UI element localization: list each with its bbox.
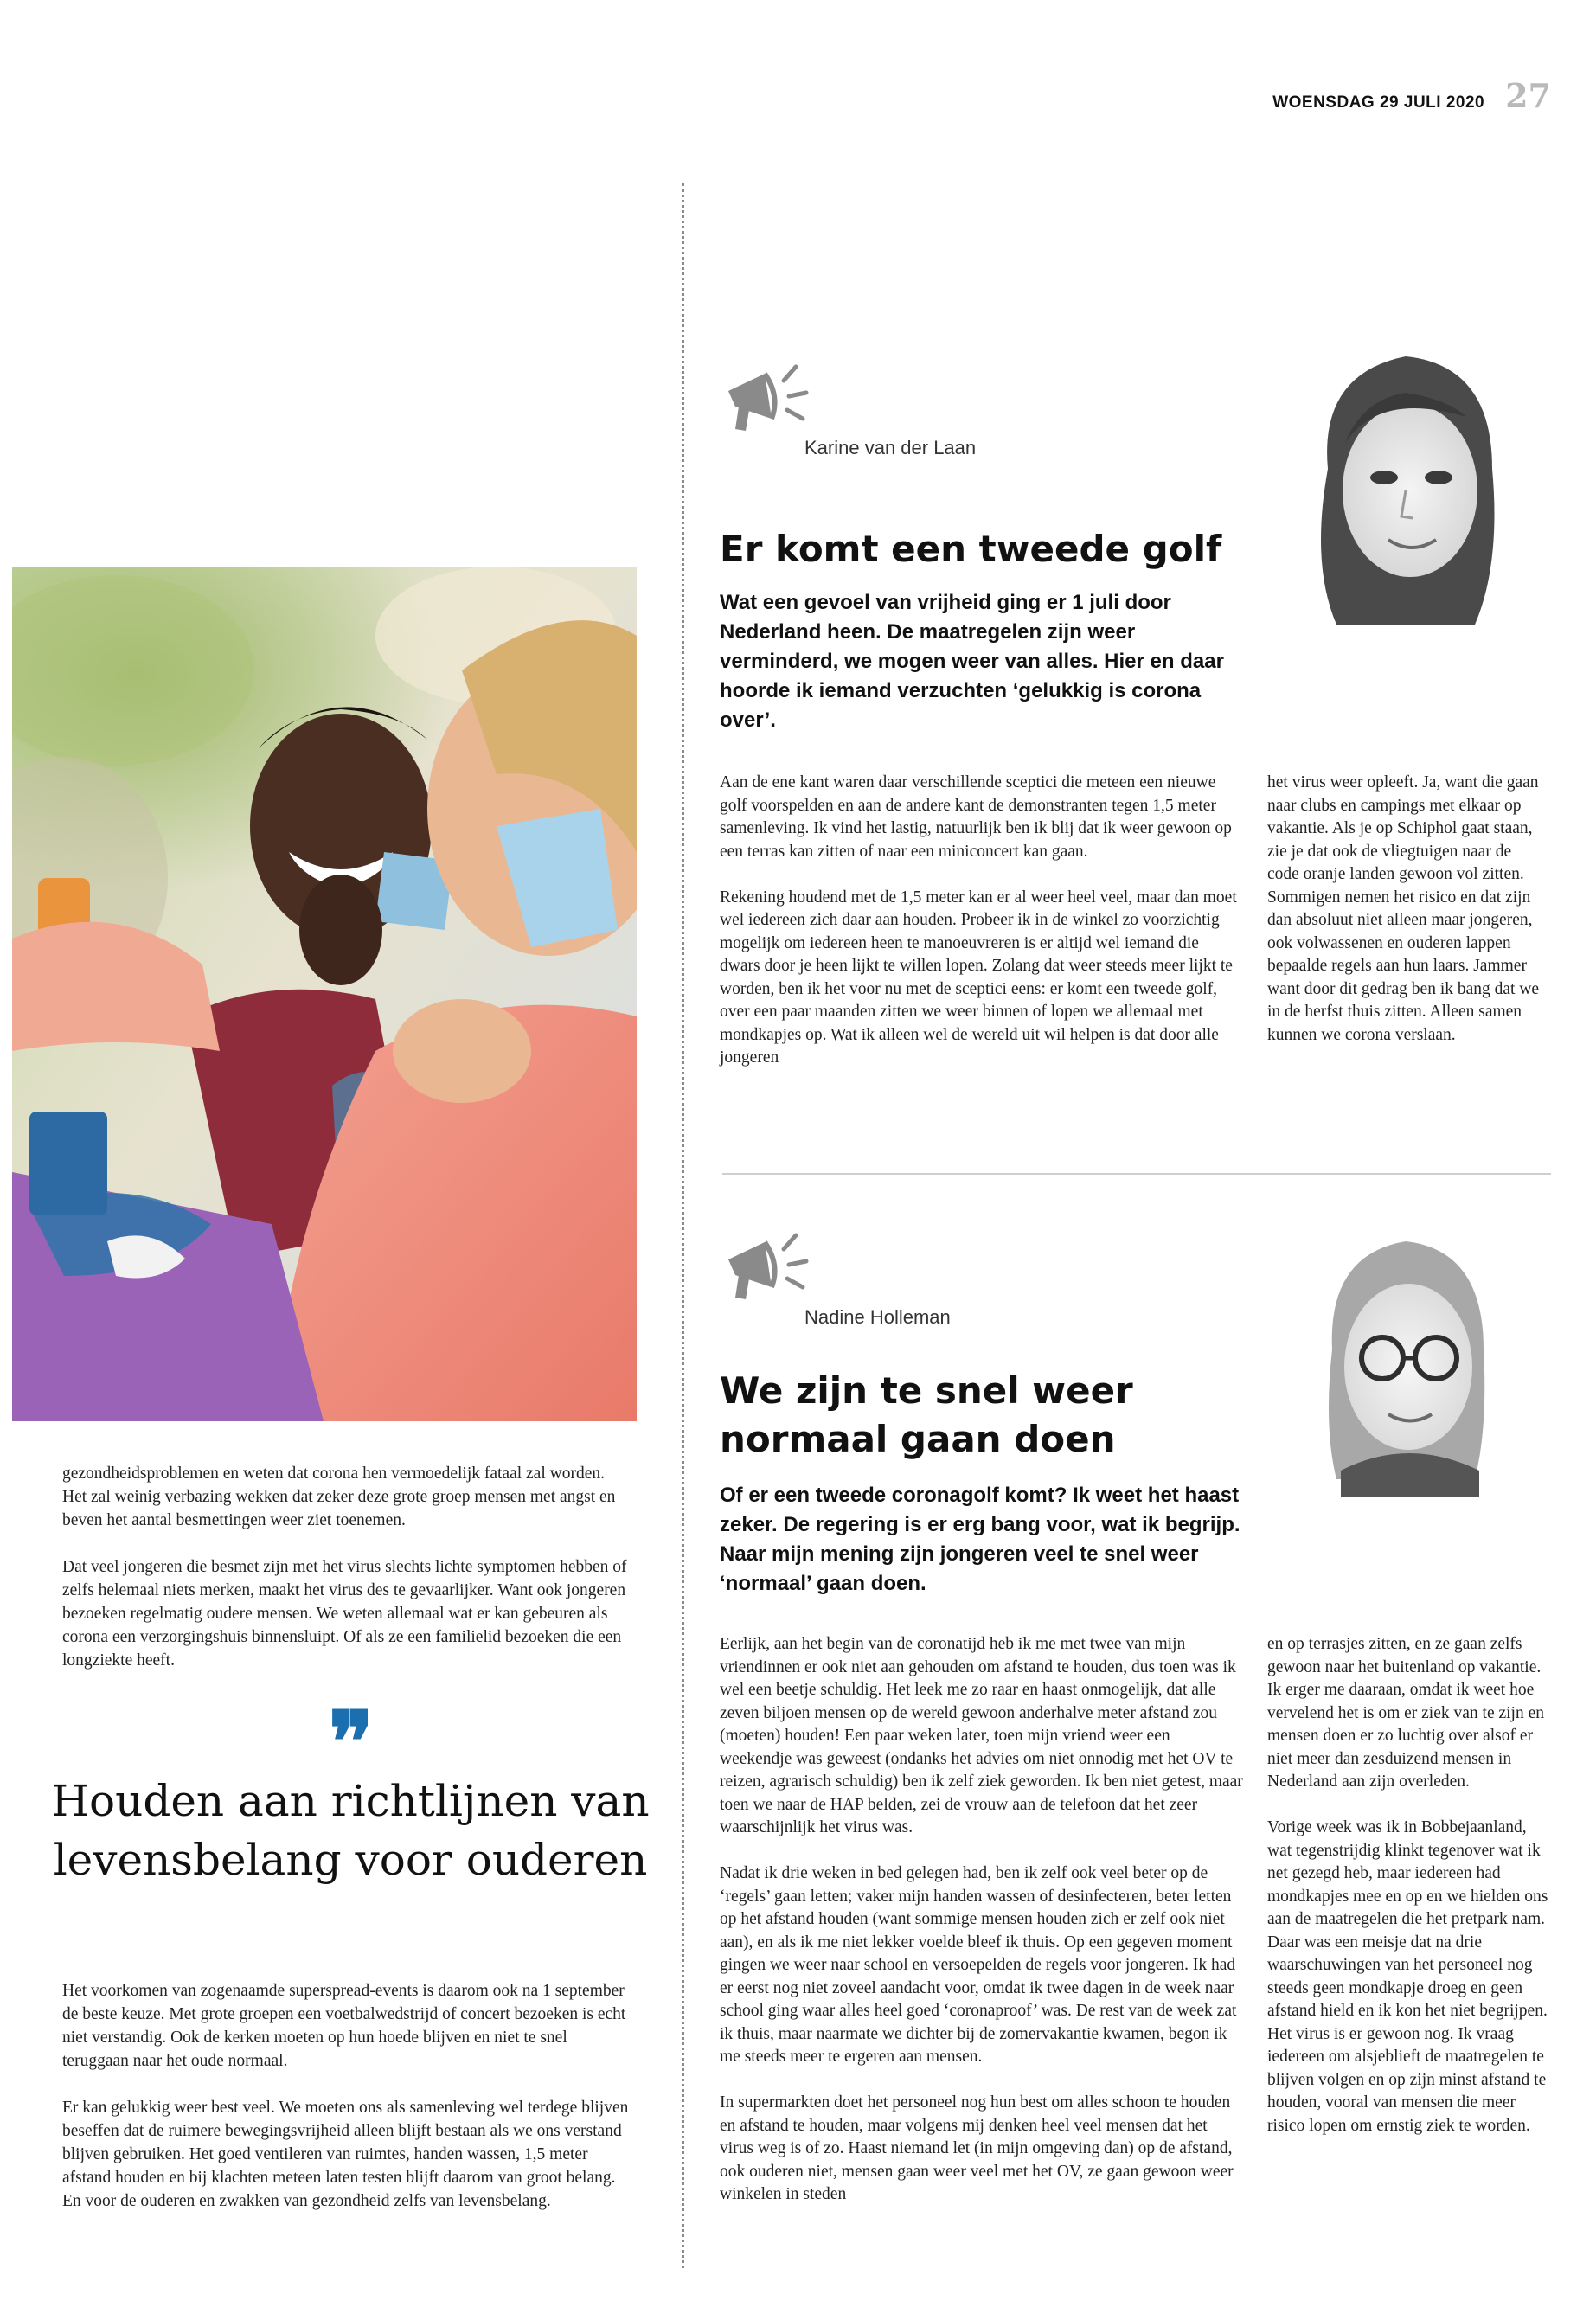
left-paragraph: Het voorkomen van zogenaamde superspread-events is daarom ook na 1 september de beste keuze. Met grote groepen een voetbalwedstrijd of concert bezoeken is echt niet verstandig. Ook de kerken moeten op hun hoede blijven en niet te snel teruggaan naar het oude normaal.	[62, 1982, 626, 2070]
author-name: Karine van der Laan	[804, 437, 977, 458]
megaphone-icon	[720, 355, 815, 441]
article-intro: Wat een gevoel van vrijheid ging er 1 juli door Nederland heen. De maatregelen zijn weer verminderd, we mogen weer van alles. Hier en daar hoorde ik iemand verzuchten ‘gelukkig is corona over’.	[720, 591, 1224, 732]
header-date: WOENSDAG 29 JULI 2020	[1272, 93, 1485, 112]
left-paragraph: gezondheidsproblemen en weten dat corona hen vermoedelijk fataal zal worden. Het zal weinig verbazing wekken dat zeker deze grote groep mensen met angst en beven het aantal besmettingen weer ziet toenemen.	[62, 1465, 616, 1529]
article-paragraph: Nadat ik drie weken in bed gelegen had, ben ik zelf ook veel beter op de ‘regels’ gaan letten; vaker mijn handen wassen of desinfecteren, beter letten op het afstand houden (want sommige mensen houden zich er zelf ook niet aan), en als ik me niet lekker voelde bleef ik thuis. Op een gegeven moment gingen we weer naar school en versoepelden de regels voor jongeren. Ik had er eerst nog niet zoveel aandacht voor, omdat ik twee dagen in de week naar school ging waar alles heel goed ‘coronaproof’ was. De rest van de week zat ik thuis, maar naarmate we dichter bij de zomervakantie kwamen, begon ik me steeds meer te ergeren aan mensen.	[720, 1864, 1237, 2066]
page-header	[1272, 76, 1551, 115]
article-headline	[720, 1367, 1133, 1464]
article-paragraph: het virus weer opleeft. Ja, want die gaan naar clubs en campings met elkaar op vakantie. Als je op Schiphol gaat staan, zie je dat ook de vliegtuigen naar de code oranje landen gewoon vol zitten. Sommigen nemen het risico en dat zijn dan absoluut niet alleen maar jongeren, ook volwassenen en ouderen lappen bepaalde regels aan hun laars. Jammer want door dit gedrag ben ik bang dat we in de herfst thuis zitten. Alleen samen kunnen we corona verslaan.	[1267, 773, 1540, 1044]
left-column-top	[62, 1462, 631, 1695]
cafe-photo	[12, 567, 637, 1421]
article-column-1	[720, 772, 1243, 1093]
megaphone-icon	[720, 1223, 815, 1310]
left-paragraph: Dat veel jongeren die besmet zijn met het virus slechts lichte symptomen hebben of zelfs helemaal niets merken, maakt het virus des te gevaarlijker. Want ook jongeren bezoeken regelmatig oudere mensen. We weten allemaal wat er kan gebeuren als corona een verzorgingshuis binnensluipt. Of als ze een familielid bezoeken die een longziekte heeft.	[62, 1558, 627, 1670]
article-paragraph: en op terrasjes zitten, en ze gaan zelfs gewoon naar het buitenland op vakantie. Ik erger me daaraan, omdat ik weet hoe vervelend het is om er ziek van te zijn en mensen doen er zo luchtig over alsof er niet meer dan zesduizend mensen in Nederland aan zijn overleden.	[1267, 1635, 1544, 1791]
quote-icon: ❞	[329, 1693, 374, 1791]
article-column-2	[1267, 772, 1540, 1070]
left-paragraph: Er kan gelukkig weer best veel. We moeten ons als samenleving wel terdege blijven beseffen dat de ruimere bewegingsvrijheid alleen blijft bestaan als we ons verstand blijven gebruiken. Het goed ventileren van ruimtes, handen wassen, 1,5 meter afstand houden en bij klachten meteen laten testen blijft daarom van groot belang. En voor de ouderen en zwakken van gezondheid zelfs van levensbelang.	[62, 2099, 629, 2210]
article-paragraph: Vorige week was ik in Bobbejaanland, wat tegenstrijdig klinkt tegenover wat ik net gezegd heb, maar iedereen had mondkapjes mee en op en we hielden ons aan de maatregelen die het pretpark nam. Daar was een meisje dat na drie waarschuwingen van het personeel nog steeds geen mondkapje droeg en geen afstand hield en ik kon het niet begrijpen. Het virus is er gewoon nog. Ik vraag iedereen om alsjeblieft de maatregelen te blijven volgen en op zijn minst afstand te houden, vooral van mensen die meer risico lopen om ernstig ziek te worden.	[1267, 1818, 1548, 2135]
article-paragraph: Rekening houdend met de 1,5 meter kan er al weer heel veel, maar dan moet wel iedereen zich daar aan houden. Probeer ik in de winkel zo voorzichtig mogelijk om iedereen heen te manoeuvreren is er altijd wel iemand die dwars door je heen lijkt te willen lopen. Zolang dat weer steeds meer lijkt te worden, ben ik het voor nu met de sceptici eens: er komt een tweede golf, over een paar maanden zitten we weer binnen of lopen we allemaal met mondkapjes op. Wat ik alleen wel de wereld uit wil helpen is dat door alle jongeren	[720, 888, 1237, 1067]
pull-quote: Houden aan richtlijnen van levensbelang voor ouderen	[51, 1776, 650, 1885]
author-portrait	[1306, 1220, 1505, 1497]
article-column-1	[720, 1633, 1243, 2229]
left-column-bottom	[62, 1979, 631, 2236]
headline-line: normaal gaan doen	[720, 1418, 1116, 1460]
article-headline: Er komt een tweede golf	[720, 528, 1222, 570]
column-divider-vertical	[682, 183, 684, 2268]
article-column-2	[1267, 1633, 1548, 2161]
headline-line: We zijn te snel weer	[720, 1369, 1133, 1412]
article-paragraph: Aan de ene kant waren daar verschillende sceptici die meteen een nieuwe golf voorspelden en aan de andere kant de demonstranten tegen 1,5 meter samenleving. Ik vind het lastig, natuurlijk ben ik blij dat ik weer gewoon op een terras kan zitten of naar een miniconcert kan gaan.	[720, 773, 1232, 861]
article-divider-horizontal	[722, 1173, 1551, 1175]
author-portrait	[1302, 339, 1509, 633]
author-name: Nadine Holleman	[804, 1306, 951, 1328]
article-paragraph: Eerlijk, aan het begin van de coronatijd heb ik me met twee van mijn vriendinnen er ook niet aan gehouden om afstand te houden, dus toen was ik wel een beetje schuldig. Het leek me zo raar en haast onmogelijk, dat alle zeven biljoen mensen op de wereld gewoon anderhalve meter afstand zou (moeten) houden! Een paar weken later, toen mijn vriend weer een weekendje was geweest (ondanks het advies om niet onnodig met het OV te reizen, agrarisch schuldig) ben ik zelf ziek geworden. Ik ben niet getest, maar toen we naar de HAP belden, zei de vrouw aan de telefoon dat het zeer waarschijnlijk het virus was.	[720, 1635, 1243, 1836]
article-intro: Of er een tweede coronagolf komt? Ik weet het haast zeker. De regering is er erg bang voor, wat ik begrijp. Naar mijn mening zijn jongeren veel te snel weer ‘normaal’ gaan doen.	[720, 1484, 1240, 1595]
article-paragraph: In supermarkten doet het personeel nog hun best om alles schoon te houden en afstand te houden, maar volgens mij denken heel veel mensen dat het virus weg is of zo. Haast niemand let (in mijn omgeving dan) op de afstand, ook ouderen niet, mensen gaan weer veel met het OV, ze gaan gewoon weer winkelen in steden	[720, 2093, 1234, 2203]
page-number: 27	[1505, 76, 1551, 115]
